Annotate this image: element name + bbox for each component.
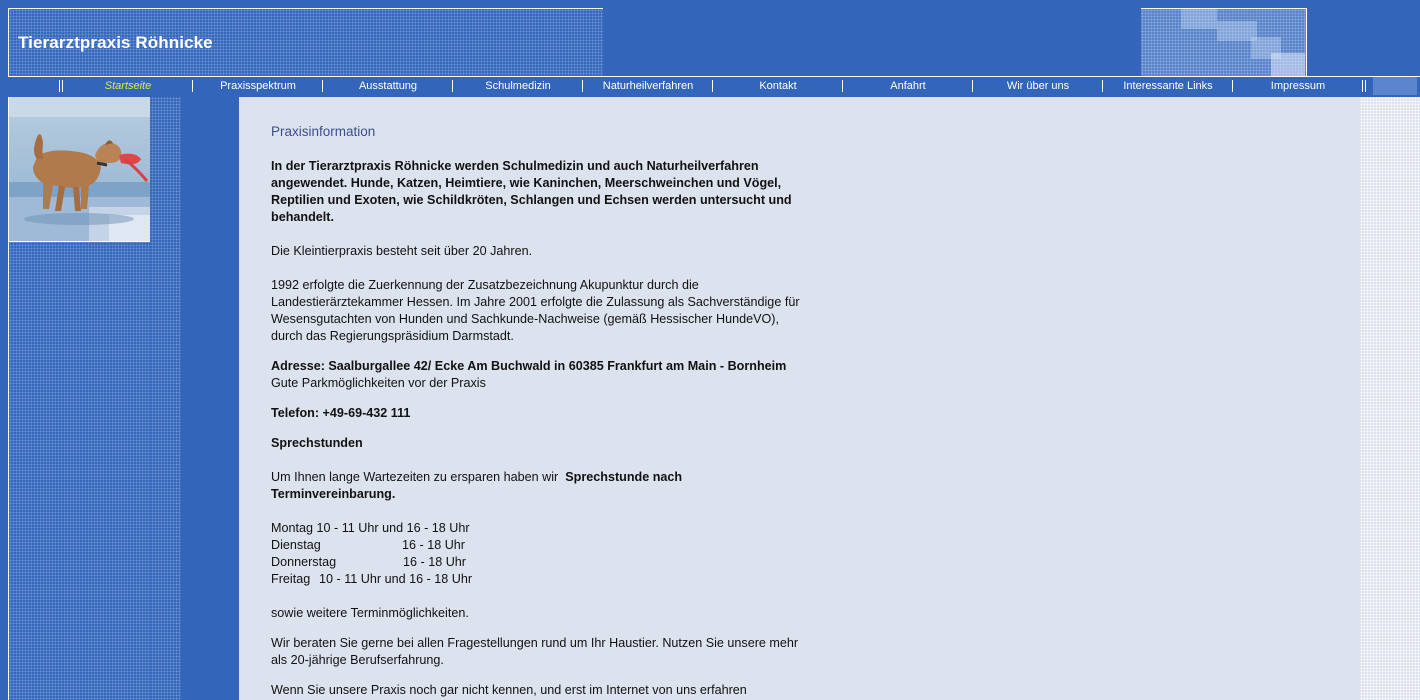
address-text: Adresse: Saalburgallee 42/ Ecke Am Buchwald in 60385 Frankfurt am Main - Bornheim (271, 359, 787, 373)
nav-item-wir-ueber-uns[interactable]: Wir über uns (1006, 80, 1070, 92)
middle-solid-stripe (181, 97, 239, 700)
address-paragraph (271, 358, 806, 392)
hours-day: Donnerstag (271, 555, 337, 569)
nav-item-impressum[interactable]: Impressum (1270, 80, 1326, 92)
main-content (271, 123, 806, 699)
nav-item-kontakt[interactable]: Kontakt (759, 80, 797, 92)
hours-row (271, 520, 806, 537)
nav-item-naturheilverfahren[interactable]: Naturheilverfahren (602, 80, 694, 92)
further-appointments: sowie weitere Terminmöglichkeiten. (271, 606, 469, 620)
dog-photo (9, 97, 150, 242)
hours-time: 10 - 11 Uhr und 16 - 18 Uhr (319, 572, 473, 586)
nav-item-startseite[interactable]: Startseite (104, 80, 152, 92)
hours-day: Freitag (271, 572, 311, 586)
advice-paragraph: Wir beraten Sie gerne bei allen Fragestellungen rund um Ihr Haustier. Nutzen Sie unsere mehr als 20-jährige Berufserfahrung. (271, 636, 799, 667)
hours-day: Montag (271, 521, 314, 535)
hours-day: Dienstag (271, 538, 321, 552)
nav-separator (1362, 80, 1363, 92)
closing-paragraph: Wenn Sie unsere Praxis noch gar nicht kennen, und erst im Internet von uns erfahren (271, 683, 747, 697)
phone-number: Telefon: +49-69-432 111 (271, 406, 411, 420)
site-title: Tierarztpraxis Röhnicke (18, 33, 213, 52)
nav-item-praxisspektrum[interactable]: Praxisspektrum (220, 80, 296, 92)
nav-item-anfahrt[interactable]: Anfahrt (890, 80, 926, 92)
hours-row (271, 571, 806, 588)
content-right-decoration (1360, 97, 1420, 700)
nav-separator (59, 80, 60, 92)
parking-note: Gute Parkmöglichkeiten vor der Praxis (271, 376, 486, 390)
nav-item-schulmedizin[interactable]: Schulmedizin (485, 80, 551, 92)
hours-time: 16 - 18 Uhr (403, 555, 466, 569)
opening-hours-list (271, 520, 806, 588)
nav-item-interessante-links[interactable]: Interessante Links (1123, 80, 1213, 92)
header-decoration (1141, 8, 1307, 77)
nav-decoration-block (1373, 77, 1417, 95)
main-navigation (8, 77, 1420, 97)
nav-separator (1365, 80, 1366, 92)
hours-time: 10 - 11 Uhr und 16 - 18 Uhr (316, 521, 470, 535)
hours-row (271, 554, 806, 571)
intro-paragraph: In der Tierarztpraxis Röhnicke werden Schulmedizin und auch Naturheilverfahren angewendet. Hunde, Katzen, Heimtiere, wie Kaninchen, Meerschweinchen und Vögel, Reptilien und Exoten, wie Schildkröten, Schlangen und Echsen werden untersucht und behandelt. (271, 159, 792, 224)
hours-time: 16 - 18 Uhr (402, 538, 465, 552)
appointment-bold: Sprechstunde nach Terminvereinbarung. (271, 470, 683, 501)
history-paragraph: 1992 erfolgte die Zuerkennung der Zusatzbezeichnung Akupunktur durch die Landestierärztekammer Hessen. Im Jahre 2001 erfolgte die Zulassung als Sachverständige für Wesensgutachten von Hunden und Sachkunde-Nachweise (gemäß Hessischer HundeVO), durch das Regierungspräsidium Darmstadt. (271, 278, 800, 343)
appointment-text: Um Ihnen lange Wartezeiten zu ersparen haben wir (271, 470, 559, 484)
hours-row (271, 537, 806, 554)
page-heading: Praxisinformation (271, 124, 376, 139)
nav-item-ausstattung[interactable]: Ausstattung (358, 80, 418, 92)
hours-heading: Sprechstunden (271, 436, 363, 450)
appointment-paragraph (271, 469, 806, 503)
since-paragraph: Die Kleintierpraxis besteht seit über 20 Jahren. (271, 244, 533, 258)
